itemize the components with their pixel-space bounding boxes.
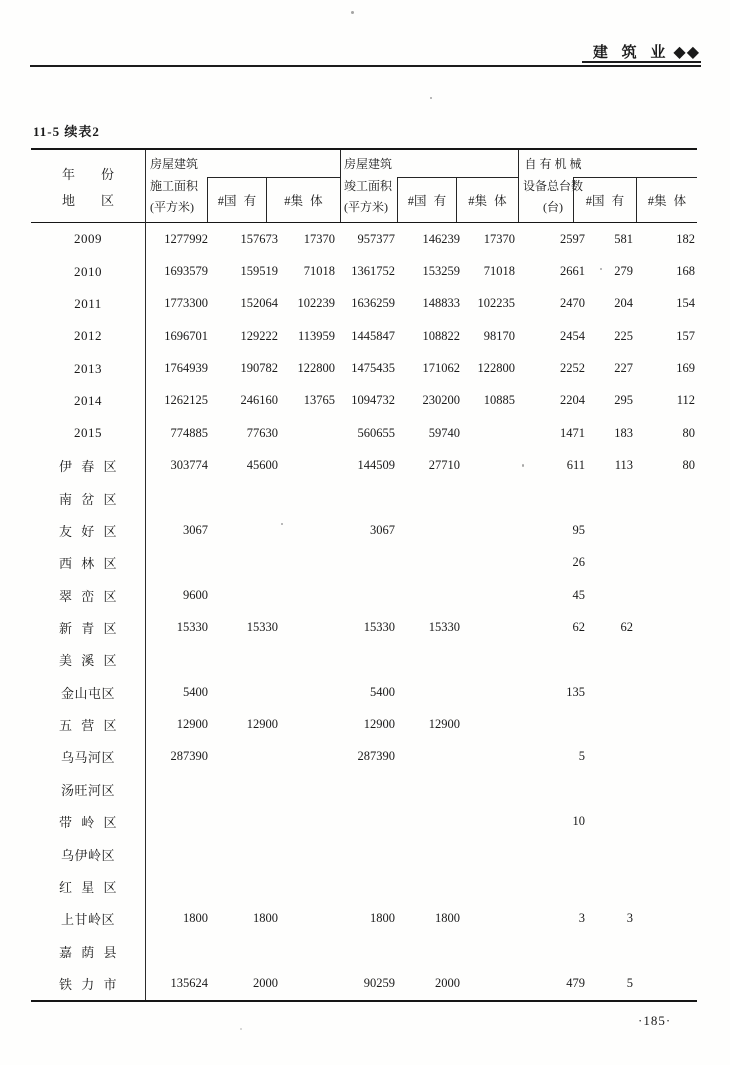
scan-speck [430,97,432,99]
scan-speck [351,11,354,14]
subheader-box [573,177,697,222]
data-cell: 1094732 [351,393,395,408]
data-cell: 2000 [253,975,278,990]
scan-speck [600,268,602,270]
data-cell: 27710 [428,458,460,473]
subheader-collective: #集 体 [468,194,507,208]
data-cell: 2252 [560,361,585,376]
data-cell: 135624 [170,975,208,990]
data-cell: 152064 [240,296,278,311]
data-cell: 1800 [183,911,208,926]
data-cell: 13765 [303,393,335,408]
data-cell: 157 [676,328,695,343]
data-cell: 45600 [246,458,278,473]
diamond-icons: ◆◆ [673,44,700,61]
data-cell: 102239 [297,296,335,311]
row-label: 带 岭 区 [58,815,117,831]
data-cell: 479 [566,975,585,990]
data-cell: 3 [626,911,633,926]
data-cell: 1262125 [164,393,208,408]
data-cell: 1475435 [351,361,395,376]
row-label: 五 营 区 [58,718,117,734]
group-divider [340,150,341,222]
data-cell: 135 [566,684,585,699]
data-cell: 102235 [477,296,515,311]
table-row [31,320,697,352]
data-cell: 148833 [422,296,460,311]
table-row [31,482,697,514]
data-cell: 1800 [253,911,278,926]
table-row [31,223,697,255]
row-label: 红 星 区 [58,879,117,895]
data-cell: 10885 [483,393,515,408]
table-row [31,288,697,320]
table-row [31,579,697,611]
data-cell: 1636259 [351,296,395,311]
statistics-table [31,148,697,1002]
row-label: 翠 峦 区 [58,588,117,604]
subheader-box [397,177,518,222]
row-label: 乌马河区 [60,750,115,766]
row-label: 2012 [74,328,102,344]
row-label: 南 岔 区 [58,491,117,507]
group-label-line: 设备总台数 [522,178,583,193]
data-cell: 227 [614,361,633,376]
row-label: 2011 [74,295,102,311]
chapter-header [420,41,700,62]
subheader-state-owned: #国 有 [407,194,447,208]
column-divider [145,150,146,1000]
data-cell: 129222 [240,328,278,343]
group-label-line: (平方米) [344,200,388,214]
data-cell: 26 [572,555,585,570]
year-header-line: 年 份 [61,166,114,182]
row-label: 2009 [74,231,102,247]
table-row [31,773,697,805]
data-cell: 1800 [435,911,460,926]
group-header-completed-area [344,154,392,219]
data-cell: 80 [682,458,695,473]
data-cell: 295 [614,393,633,408]
row-label: 2015 [74,425,102,441]
data-cell: 154 [676,296,695,311]
data-cell: 159519 [240,264,278,279]
data-cell: 2204 [560,393,585,408]
data-cell: 190782 [240,361,278,376]
data-cell: 12900 [176,717,208,732]
data-cell: 1800 [370,911,395,926]
row-label: 美 溪 区 [58,653,117,669]
data-cell: 1361752 [351,264,395,279]
row-label: 汤旺河区 [60,782,115,798]
row-label: 2010 [74,263,102,279]
group-label-line: 施工面积 [150,178,199,193]
data-cell: 5 [626,975,633,990]
table-row [31,935,697,967]
data-cell: 2470 [560,296,585,311]
data-cell: 122800 [477,361,515,376]
data-cell: 171062 [422,361,460,376]
data-cell: 113 [614,458,633,473]
table-row [31,676,697,708]
data-cell: 5 [578,749,585,764]
group-label-line: 房屋建筑 [344,157,393,171]
data-cell: 1471 [560,425,585,440]
data-cell: 225 [614,328,633,343]
table-row [31,644,697,676]
data-cell: 560655 [357,425,395,440]
data-cell: 182 [676,231,695,246]
subheader-collective: #集 体 [284,194,323,208]
table-caption: 11-5 续表2 [33,124,100,139]
table-row [31,352,697,384]
table-row [31,903,697,935]
scan-speck [240,1028,242,1030]
table-header [31,150,697,223]
data-cell: 45 [572,587,585,602]
data-cell: 122800 [297,361,335,376]
row-label: 友 好 区 [58,523,117,539]
data-cell: 12900 [428,717,460,732]
data-cell: 2597 [560,231,585,246]
page-number: ·185· [638,1013,672,1028]
data-cell: 59740 [428,425,460,440]
table-row [31,708,697,740]
table-row [31,514,697,546]
data-cell: 71018 [483,264,515,279]
data-cell: 287390 [357,749,395,764]
row-label: 上甘岭区 [60,912,115,928]
table-row [31,255,697,287]
data-cell: 80 [682,425,695,440]
table-row [31,611,697,643]
data-cell: 3 [578,911,585,926]
chapter-title: 建 筑 业 [592,45,671,61]
data-cell: 2454 [560,328,585,343]
data-cell: 62 [572,619,585,634]
data-cell: 144509 [357,458,395,473]
data-cell: 1764939 [164,361,208,376]
data-cell: 611 [566,458,585,473]
table-row [31,417,697,449]
data-cell: 157673 [240,231,278,246]
row-label: 嘉 荫 县 [58,944,117,960]
data-cell: 3067 [183,522,208,537]
data-cell: 2000 [435,975,460,990]
data-cell: 287390 [170,749,208,764]
data-cell: 5400 [183,684,208,699]
group-label-line: 自 有 机 械 [524,157,582,171]
data-cell: 12900 [246,717,278,732]
data-cell: 113959 [297,328,335,343]
table-row [31,967,697,999]
data-cell: 17370 [483,231,515,246]
table-row [31,870,697,902]
data-cell: 98170 [483,328,515,343]
data-cell: 3067 [370,522,395,537]
title-underline [582,61,701,63]
data-cell: 303774 [170,458,208,473]
data-cell: 774885 [170,425,208,440]
data-cell: 169 [676,361,695,376]
table-row [31,838,697,870]
data-cell: 581 [614,231,633,246]
data-cell: 183 [614,425,633,440]
data-cell: 204 [614,296,633,311]
group-label-line: 竣工面积 [344,178,393,193]
row-label: 新 青 区 [58,620,117,636]
subheader-box [207,177,340,222]
data-cell: 1445847 [351,328,395,343]
data-cell: 17370 [303,231,335,246]
data-cell: 10 [572,814,585,829]
year-region-header [31,150,145,222]
data-cell: 15330 [246,619,278,634]
data-cell: 1773300 [164,296,208,311]
data-cell: 15330 [428,619,460,634]
data-cell: 230200 [422,393,460,408]
group-header-construction-area [150,154,198,219]
data-cell: 1277992 [164,231,208,246]
header-rule [30,65,701,67]
data-cell: 246160 [240,393,278,408]
scan-speck [522,464,524,467]
data-cell: 62 [620,619,633,634]
table-row [31,741,697,773]
data-cell: 95 [572,522,585,537]
data-cell: 108822 [422,328,460,343]
row-label: 金山屯区 [60,685,115,701]
group-label-line: 房屋建筑 [150,157,199,171]
scan-speck [281,523,283,525]
data-cell: 15330 [176,619,208,634]
region-header-line: 地 区 [61,192,114,208]
table-row [31,385,697,417]
table-row [31,450,697,482]
data-cell: 71018 [303,264,335,279]
table-row [31,805,697,837]
data-cell: 153259 [422,264,460,279]
row-label: 2013 [74,360,102,376]
subheader-collective: #集 体 [647,194,687,208]
subheader-state-owned: #国 有 [585,194,625,208]
data-cell: 168 [676,264,695,279]
data-cell: 146239 [422,231,460,246]
data-cell: 77630 [246,425,278,440]
data-cell: 1693579 [164,264,208,279]
data-cell: 9600 [183,587,208,602]
row-label: 西 林 区 [58,556,117,572]
data-cell: 12900 [363,717,395,732]
group-label-line: (台) [543,200,563,214]
table-body [31,223,697,1000]
table-row [31,547,697,579]
data-cell: 279 [614,264,633,279]
data-cell: 90259 [363,975,395,990]
data-cell: 15330 [363,619,395,634]
row-label: 乌伊岭区 [60,847,115,863]
row-label: 铁 力 市 [58,976,117,992]
data-cell: 112 [676,393,695,408]
subheader-state-owned: #国 有 [217,194,257,208]
data-cell: 2661 [560,264,585,279]
row-label: 2014 [74,392,102,408]
group-label-line: (平方米) [150,200,194,214]
data-cell: 1696701 [164,328,208,343]
data-cell: 957377 [357,231,395,246]
data-cell: 5400 [370,684,395,699]
row-label: 伊 春 区 [58,459,117,475]
